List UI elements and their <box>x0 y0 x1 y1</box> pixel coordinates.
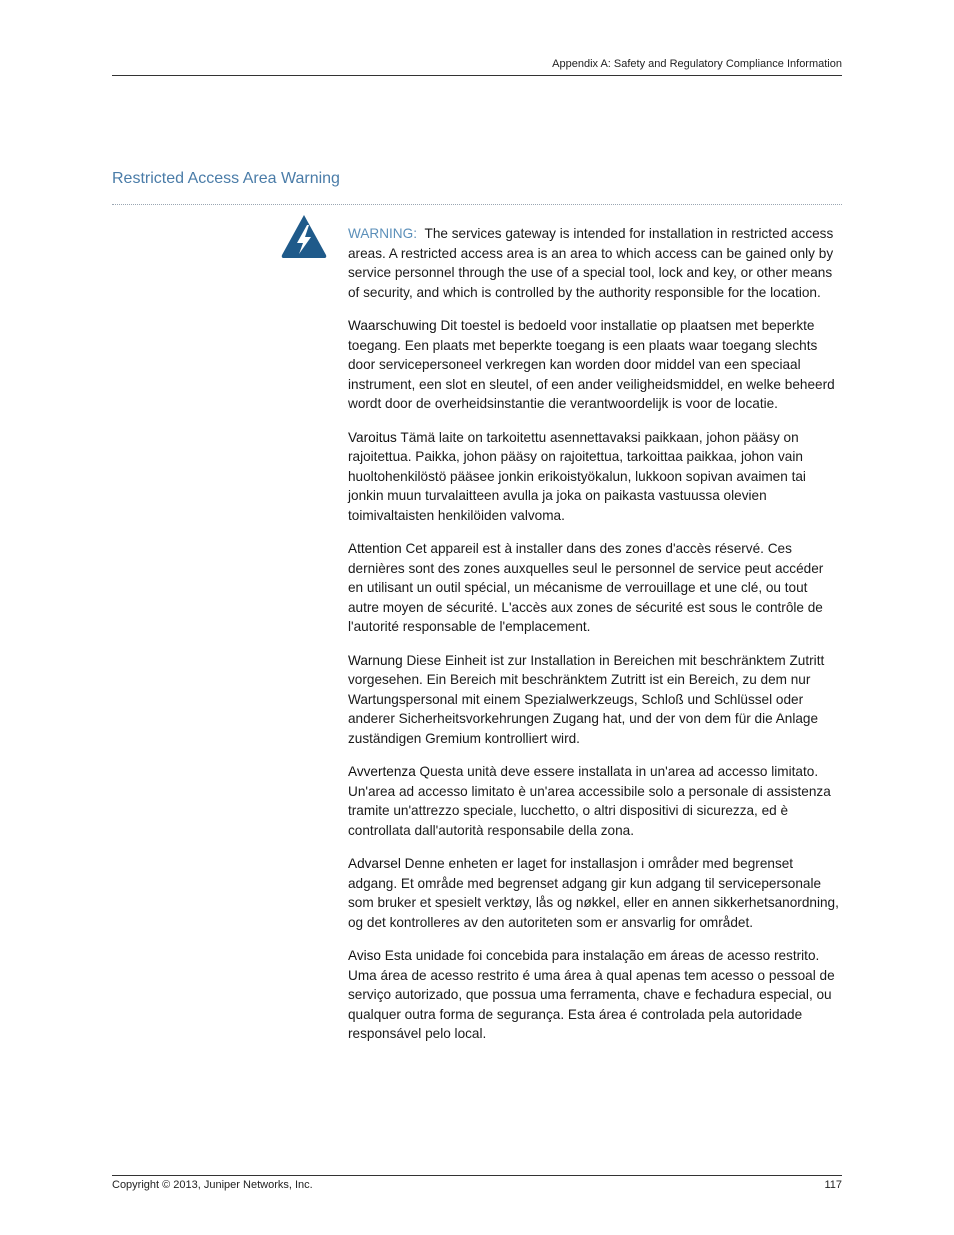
warning-text: The services gateway is intended for installation in restricted access areas. A restricted access area is an area to which access can be gained only by service personnel through the use of a special tool, lock and key, or other means of security, and which is controlled by the authority responsible for the location. <box>348 226 834 300</box>
translation-label: Aviso <box>348 948 381 963</box>
translation-label: Varoitus <box>348 429 397 445</box>
translation-norwegian <box>348 854 842 932</box>
translation-label: Advarsel <box>348 856 401 871</box>
warning-label: WARNING: <box>348 226 417 241</box>
running-header: Appendix A: Safety and Regulatory Compliance Information <box>552 58 842 70</box>
warning-content <box>348 224 842 1058</box>
translation-italian <box>348 762 842 840</box>
header-divider <box>112 75 842 76</box>
warning-paragraph <box>348 224 842 302</box>
translation-text: Diese Einheit ist zur Installation in Bereichen mit beschränktem Zutritt vorgesehen. Ein Bereich mit beschränktem Zutritt ist ein Bereich, zu dem nur Wartungspersonal mit einem Spezialwerkzeugs, Schloß und Schlüssel oder anderer Sicherheitsvorkehrungen Zugang hat, und der von dem für die Anlage zuständigen Gremium kontrolliert wird. <box>348 652 825 746</box>
translation-text: Denne enheten er laget for installasjon i områder med begrenset adgang. Et område med begrenset adgang gir kun adgang til servicepersonale som bruker et spesielt verktøy, lås og nøkkel, eller en annen sikkerhetsanordning, og det kontrolleres av den autoriteten som er ansvarlig for området. <box>348 856 839 930</box>
translation-text: Dit toestel is bedoeld voor installatie op plaatsen met beperkte toegang. Een plaats met beperkte toegang is een plaats waar toegang slechts door servicepersoneel verkregen kan worden door middel van een speciaal instrument, een slot en sleutel, of een ander veiligheidsmiddel, en welke beheerd wordt door de overheidsinstantie die verantwoordelijk is voor de locatie. <box>348 318 835 411</box>
copyright-notice: Copyright © 2013, Juniper Networks, Inc. <box>112 1179 313 1191</box>
translation-label: Avvertenza <box>348 764 416 779</box>
footer-divider <box>112 1175 842 1176</box>
translation-text: Esta unidade foi concebida para instalação em áreas de acesso restrito. Uma área de acesso restrito é uma área à qual apenas tem acesso o pessoal de serviço autorizado, que possua uma ferramenta, chave e fechadura especial, ou qualquer outra forma de segurança. Esta área é controlada pela autoridade responsável pelo local. <box>348 948 835 1041</box>
translation-finnish <box>348 428 842 526</box>
translation-portuguese <box>348 946 842 1044</box>
translation-label: Warnung <box>348 652 403 668</box>
translation-dutch <box>348 316 842 414</box>
lightning-warning-triangle-icon <box>280 213 328 259</box>
translation-text: Cet appareil est à installer dans des zones d'accès réservé. Ces dernières sont des zones auxquelles seul le personnel de service peut accéder en utilisant un outil spécial, un mécanisme de verrouillage et une clé, ou tout autre moyen de sécurité. L'accès aux zones de sécurité est sous le contrôle de l'autorité responsable de l'emplacement. <box>348 541 824 634</box>
translation-label: Waarschuwing <box>348 318 437 333</box>
page-number: 117 <box>824 1179 842 1191</box>
translation-text: Questa unità deve essere installata in un'area ad accesso limitato. Un'area ad accesso limitato è un'area accessibile solo a personale di assistenza tramite un'attrezzo speciale, lucchetto, o altri dispositivi di sicurezza, ed è controllata dall'autorità responsabile della zona. <box>348 764 831 838</box>
translation-french <box>348 539 842 637</box>
section-title: Restricted Access Area Warning <box>112 170 340 187</box>
section-divider <box>112 204 842 205</box>
translation-german <box>348 651 842 749</box>
translation-label: Attention <box>348 541 402 556</box>
translation-text: Tämä laite on tarkoitettu asennettavaksi paikkaan, johon pääsy on rajoitettua. Paikka, johon pääsy on rajoitettua, tarkoittaa paikkaa, johon vain huoltohenkilöstö pääsee jonkin erikoistyökalun, lukkoon sopivan avaimen tai jonkin muun turvalaitteen avulla ja joka on paikasta vastuussa olevien toimivaltaisten henkilöiden valvoma. <box>348 429 806 523</box>
